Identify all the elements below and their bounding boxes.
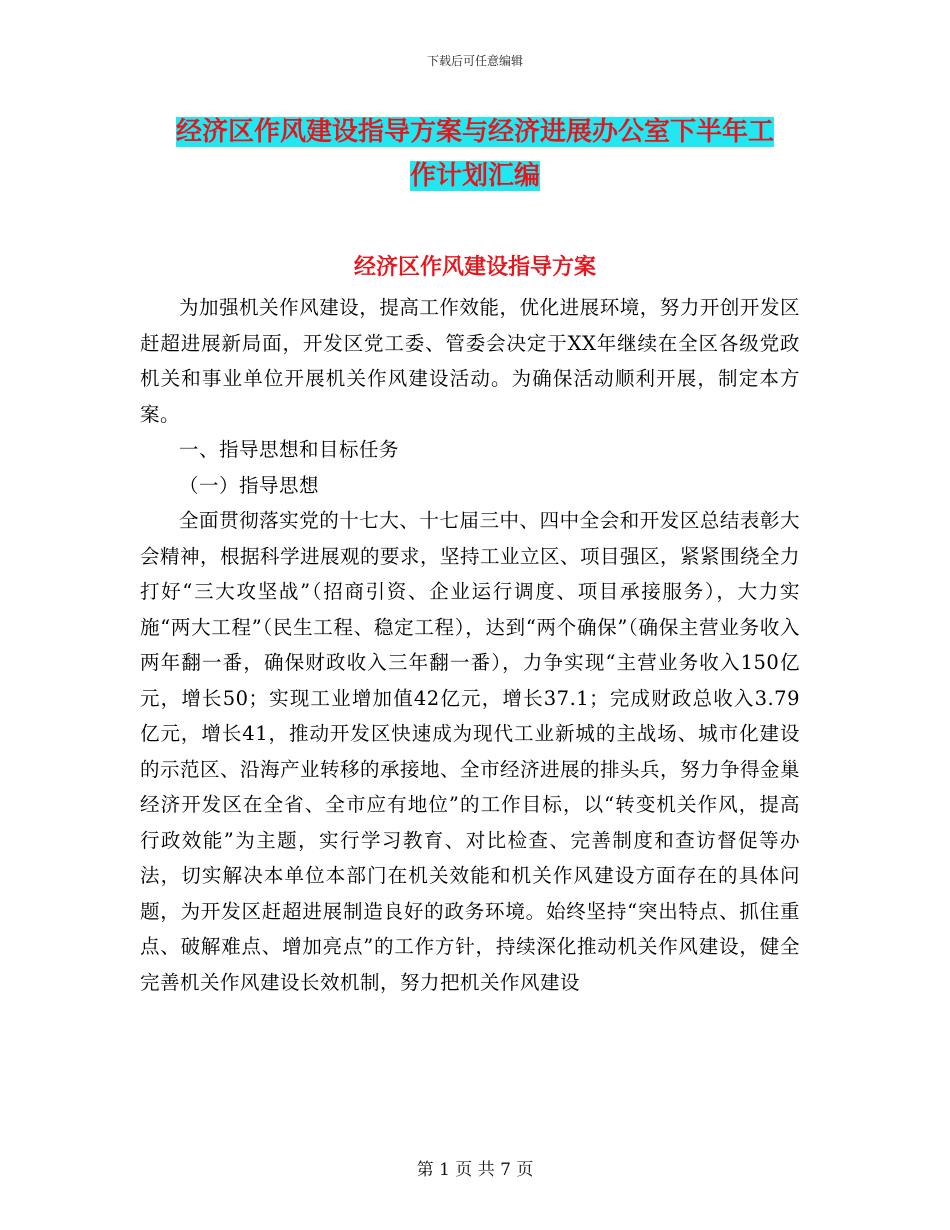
paragraph-guiding-ideology: 全面贯彻落实党的十七大、十七届三中、四中全会和开发区总结表彰大会精神，根据科学进展观的要求，坚持工业立区、项目强区，紧紧围绕全力打好“三大攻坚战”（招商引资、企业运行调度、项目承接服务），大力实施“两大工程”（民生工程、稳定工程），达到“两个确保”（确保主营业务收入两年翻一番，确保财政收入三年翻一番），力争实现“主营业务收入150亿元，增长50；实现工业增加值42亿元，增长37.1；完成财政总收入3.79亿元，增长41，推动开发区快速成为现代工业新城的主战场、城市化建设的示范区、沿海产业转移的承接地、全市经济进展的排头兵，努力争得金巢经济开发区在全省、全市应有地位”的工作目标，以“转变机关作风，提高行政效能”为主题，实行学习教育、对比检查、完善制度和查访督促等办法，切实解决本单位本部门在机关效能和机关作风建设方面存在的具体问题，为开发区赶超进展制造良好的政务环境。始终坚持“突出特点、抓住重点、破解难点、增加亮点”的工作方针，持续深化推动机关作风建设，健全完善机关作风建设长效机制，努力把机关作风建设 xyxy=(140,509,801,994)
section-title: 经济区作风建设指导方案 xyxy=(353,255,596,280)
body-text xyxy=(140,290,800,1000)
document-title xyxy=(150,110,800,198)
header-note: 下载后可任意编辑 xyxy=(426,54,523,68)
heading-guiding-ideology-and-goals: 一、指导思想和目标任务 xyxy=(179,438,400,461)
title-line-2: 作计划汇编 xyxy=(409,161,540,191)
page-number: 第 1 页 共 7 页 xyxy=(416,1160,534,1180)
heading-guiding-ideology: （一）指导思想 xyxy=(179,473,320,497)
title-line-1: 经济区作风建设指导方案与经济进展办公室下半年工 xyxy=(175,117,774,147)
paragraph-intro: 为加强机关作风建设，提高工作效能，优化进展环境，努力开创开发区赶超进展新局面，开发区党工委、管委会决定于XX年继续在全区各级党政机关和事业单位开展机关作风建设活动。为确保活动顺利开展，制定本方案。 xyxy=(140,296,800,426)
